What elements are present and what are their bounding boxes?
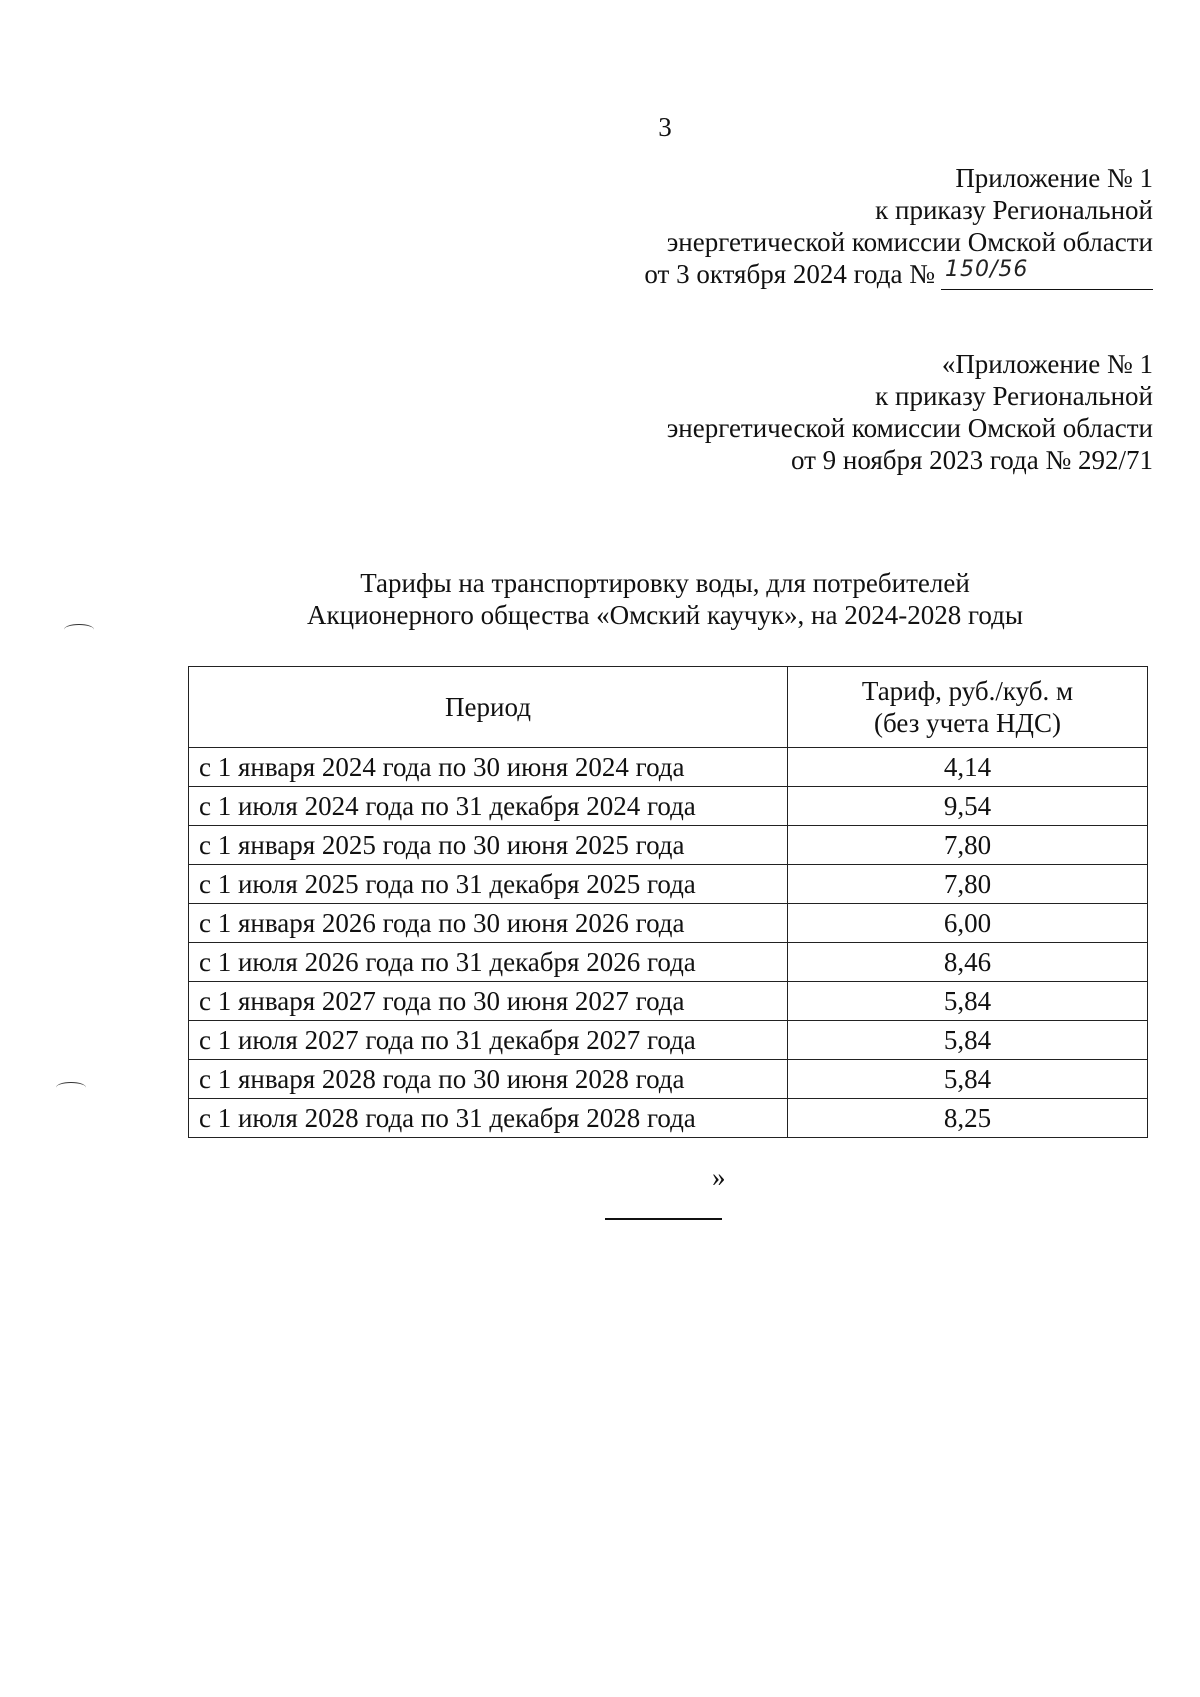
margin-scan-mark (56, 1082, 86, 1093)
closing-quote: » (712, 1162, 726, 1192)
order-number-field (941, 257, 1153, 290)
period-cell: с 1 января 2027 года по 30 июня 2027 года (189, 982, 788, 1021)
period-cell: с 1 июля 2025 года по 31 декабря 2025 года (189, 865, 788, 904)
table-row (189, 787, 1148, 826)
appendix-order-ref: к приказу Региональной (875, 195, 1153, 225)
tariff-cell: 5,84 (788, 1021, 1148, 1060)
table-row (189, 943, 1148, 982)
tariff-cell: 4,14 (788, 748, 1148, 787)
tariff-cell: 7,80 (788, 865, 1148, 904)
end-divider (605, 1218, 722, 1220)
table-row (189, 865, 1148, 904)
appendix-authority: энергетической комиссии Омской области (666, 227, 1153, 257)
table-row (189, 748, 1148, 787)
period-cell: с 1 января 2024 года по 30 июня 2024 года (189, 748, 788, 787)
prev-appendix-order-date: от 9 ноября 2023 года № 292/71 (790, 445, 1153, 475)
period-cell: с 1 января 2026 года по 30 июня 2026 года (189, 904, 788, 943)
tariff-cell: 7,80 (788, 826, 1148, 865)
period-cell: с 1 июля 2027 года по 31 декабря 2027 года (189, 1021, 788, 1060)
tariff-cell: 9,54 (788, 787, 1148, 826)
header-period: Период (189, 667, 788, 748)
table-row (189, 982, 1148, 1021)
margin-scan-mark (64, 624, 94, 635)
title-line-1: Тарифы на транспортировку воды, для потребителей (360, 568, 970, 598)
period-cell: с 1 июля 2028 года по 31 декабря 2028 года (189, 1099, 788, 1138)
prev-appendix-title: «Приложение № 1 (941, 349, 1153, 379)
previous-appendix-header (667, 348, 1153, 476)
appendix-order-date-line (644, 258, 1153, 290)
table-row (189, 1060, 1148, 1099)
page-number: 3 (658, 112, 672, 142)
table-header-row (189, 667, 1148, 748)
period-cell: с 1 января 2025 года по 30 июня 2025 года (189, 826, 788, 865)
header-tariff-line-2: (без учета НДС) (874, 708, 1061, 738)
handwritten-order-number: 150/56 (945, 257, 1029, 282)
table-row (189, 826, 1148, 865)
table-row (189, 904, 1148, 943)
period-cell: с 1 июля 2024 года по 31 декабря 2024 года (189, 787, 788, 826)
tariff-cell: 5,84 (788, 982, 1148, 1021)
tariff-cell: 8,25 (788, 1099, 1148, 1138)
prev-appendix-authority: энергетической комиссии Омской области (666, 413, 1153, 443)
header-tariff (788, 667, 1148, 748)
prev-appendix-order-ref: к приказу Региональной (875, 381, 1153, 411)
period-cell: с 1 января 2028 года по 30 июня 2028 года (189, 1060, 788, 1099)
appendix-title: Приложение № 1 (955, 163, 1153, 193)
appendix-order-date: от 3 октября 2024 года № (644, 259, 935, 289)
header-tariff-line-1: Тариф, руб./куб. м (861, 676, 1074, 706)
current-appendix-header (644, 162, 1153, 290)
table-row (189, 1021, 1148, 1060)
tariff-cell: 8,46 (788, 943, 1148, 982)
title-line-2: Акционерного общества «Омский каучук», на 2024-2028 годы (307, 600, 1023, 630)
document-title (0, 567, 1200, 631)
tariff-cell: 6,00 (788, 904, 1148, 943)
table-row (189, 1099, 1148, 1138)
tariff-cell: 5,84 (788, 1060, 1148, 1099)
period-cell: с 1 июля 2026 года по 31 декабря 2026 года (189, 943, 788, 982)
tariff-table (188, 666, 1148, 1138)
